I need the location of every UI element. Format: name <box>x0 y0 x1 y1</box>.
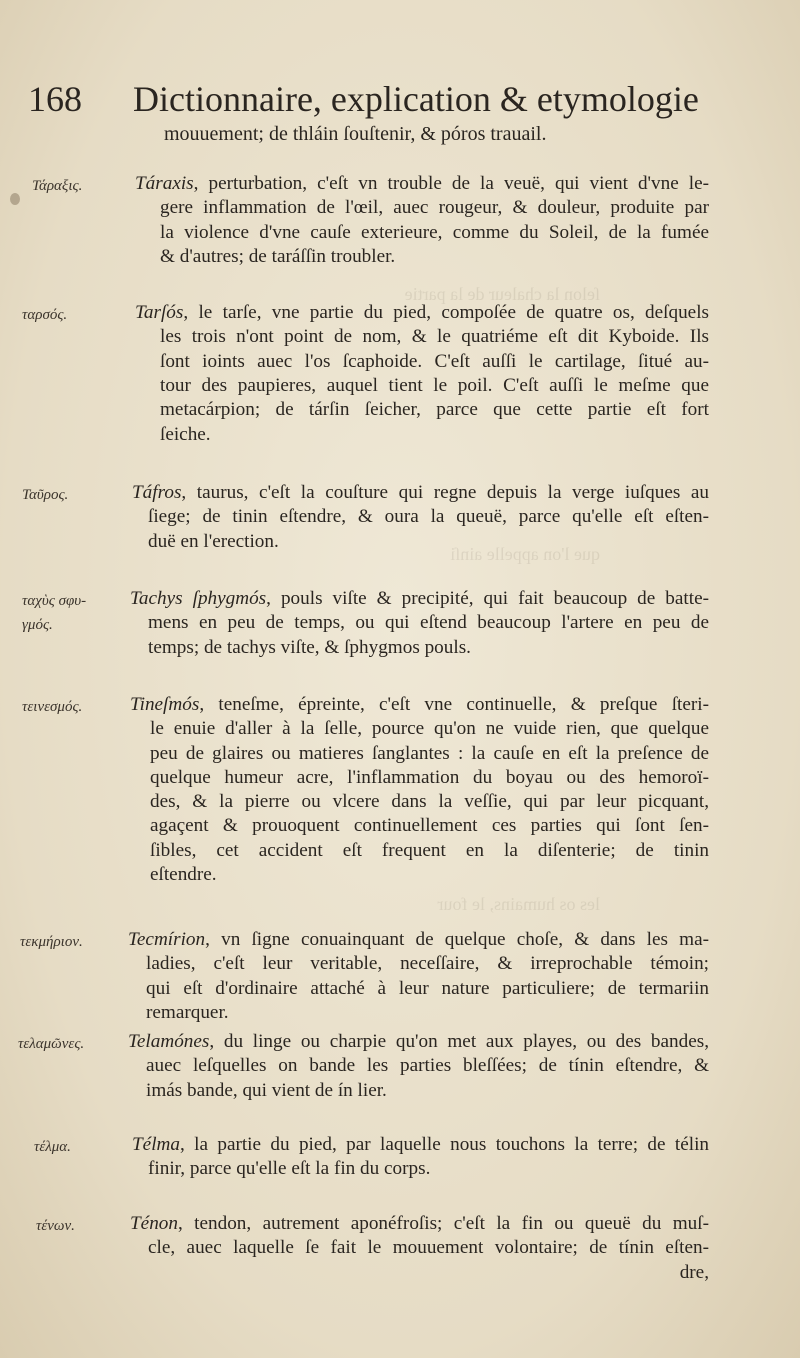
greek-margin-word: τέλμα. <box>34 1139 71 1155</box>
page-number: 168 <box>28 79 82 119</box>
entry-text: Táfros, taurus, c'eſt la couſture qui regne depuis la verge iuſques au <box>132 482 709 503</box>
headword: Táraxis <box>135 173 194 194</box>
entry-text-end: remarquer. <box>146 1001 229 1023</box>
svg-text:les os humains, le four: les os humains, le four <box>437 894 600 914</box>
entry-text: Tecmírion, vn ſigne conuainquant de quelque choſe, & dans les ma- <box>128 929 709 950</box>
entry-text-end: eſtendre. <box>150 864 217 886</box>
continuation-line: mouuement; de thláin ſouſtenir, & póros trauail. <box>164 123 547 145</box>
greek-margin-word: τεινεσμός. <box>22 699 83 715</box>
entry-text: Tarſós, le tarſe, vne partie du pied, compoſée de quatre os, deſquels <box>135 302 709 323</box>
greek-margin-word: τένων. <box>36 1218 75 1234</box>
headword: Telamónes <box>128 1031 210 1052</box>
entry-text-cont: gere inflammation de l'œil, auec rougeur, & douleur, produite par la violence d'vne cauſe exterieure, comme du Soleil, de la fumée <box>160 197 709 243</box>
entry-text-cont: auec leſquelles on bande les parties bleſſées; de tínin eſtendre, & <box>146 1055 709 1077</box>
entry-text-end: duë en l'erection. <box>148 530 279 552</box>
entry-text-end: dre, <box>679 1261 709 1283</box>
entry-text-cont: ladies, c'eſt leur veritable, neceſſaire, & irreprochable témoin; qui eſt d'ordinaire attaché à leur nature particuliere; de termariin <box>146 953 709 999</box>
greek-margin-word: Τάραξις. <box>32 178 83 194</box>
greek-margin-word-cont: γμός. <box>22 617 53 633</box>
headword: Tarſós <box>135 302 184 323</box>
entry-text-end: finir, parce qu'elle eſt la fin du corps. <box>148 1158 431 1180</box>
entry-text-end: temps; de tachys viſte, & ſphygmos pouls. <box>148 636 471 658</box>
entry-text: Tachys ſphygmós, pouls viſte & precipité, qui fait beaucoup de batte- <box>130 588 709 609</box>
headword: Táfros <box>132 482 182 503</box>
running-header <box>0 78 800 128</box>
greek-margin-word: τελαμῶνες. <box>18 1036 85 1052</box>
entry-text: Tineſmós, teneſme, épreinte, c'eſt vne continuelle, & preſque ſteri- <box>130 694 709 715</box>
headword: Tineſmós <box>130 694 200 715</box>
entry-text-cont: mens en peu de temps, ou qui eſtend beaucoup l'artere en peu de <box>148 612 709 634</box>
entry-text: Telamónes, du linge ou charpie qu'on met aux playes, ou des bandes, <box>128 1031 709 1052</box>
greek-margin-word: τεκμήριον. <box>20 934 83 950</box>
greek-margin-word: ταχὺς σφυ- <box>22 593 87 609</box>
svg-text:que l'on appelle ainſi: que l'on appelle ainſi <box>450 544 600 564</box>
headword: Ténon <box>130 1213 178 1234</box>
running-title: Dictionnaire, explication & etymologie <box>133 79 699 119</box>
ink-stain <box>10 193 20 205</box>
entry-text-cont: cle, auec laquelle ſe fait le mouuement volontaire; de tínin eſten- <box>148 1237 709 1259</box>
entry-text: Télma, la partie du pied, par laquelle nous touchons la terre; de télin <box>132 1134 709 1155</box>
entry-text-cont: le enuie d'aller à la ſelle, pource qu'on ne vuide rien, que quelque peu de glaires ou matieres ſanglantes : la cauſe en eſt la preſence de quelque humeur acre, l'inflammation du boyau ou des hemoroï- des, & la pierre ou vlcere dans la veſſie, qui par leur picquant, agaçent & prouoquent continuellement ces parties qui ſont ſen- ſibles, cet accident eſt frequent en la diſenterie; de tinin <box>150 718 709 861</box>
entry-text-cont: ſiege; de tinin eſtendre, & oura la queuë, parce qu'elle eſt eſten- <box>148 506 709 528</box>
greek-margin-word: Ταῦρος. <box>22 487 69 503</box>
headword: Tecmírion <box>128 929 206 950</box>
headword: Télma <box>132 1134 180 1155</box>
entry-text: Ténon, tendon, autrement aponéfroſis; c'eſt la fin ou queuë du muſ- <box>130 1213 709 1234</box>
greek-margin-word: ταρσός. <box>22 307 68 323</box>
headword: Tachys ſphygmós <box>130 588 267 609</box>
entry-text-end: ſeiche. <box>160 423 211 445</box>
entry-text-cont: les trois n'ont point de nom, & le quatriéme eſt dit Kyboide. Ils ſont ioints auec l'os ſcaphoide. C'eſt auſſi le cartilage, ſitué au- tour des paupieres, auquel tient le poil. C'eſt auſſi le meſme que metacárpion; de tárſin ſeicher, parce que cette partie eſt fort <box>160 326 709 421</box>
svg-text:ſelon la chaleur de la partie: ſelon la chaleur de la partie <box>404 284 600 304</box>
entry-text-end: & d'autres; de taráſſin troubler. <box>160 245 396 267</box>
entry-text: Táraxis, perturbation, c'eſt vn trouble de la veuë, qui vient d'vne le- <box>135 173 709 194</box>
entry-text-end: imás bande, qui vient de ín lier. <box>146 1079 387 1101</box>
